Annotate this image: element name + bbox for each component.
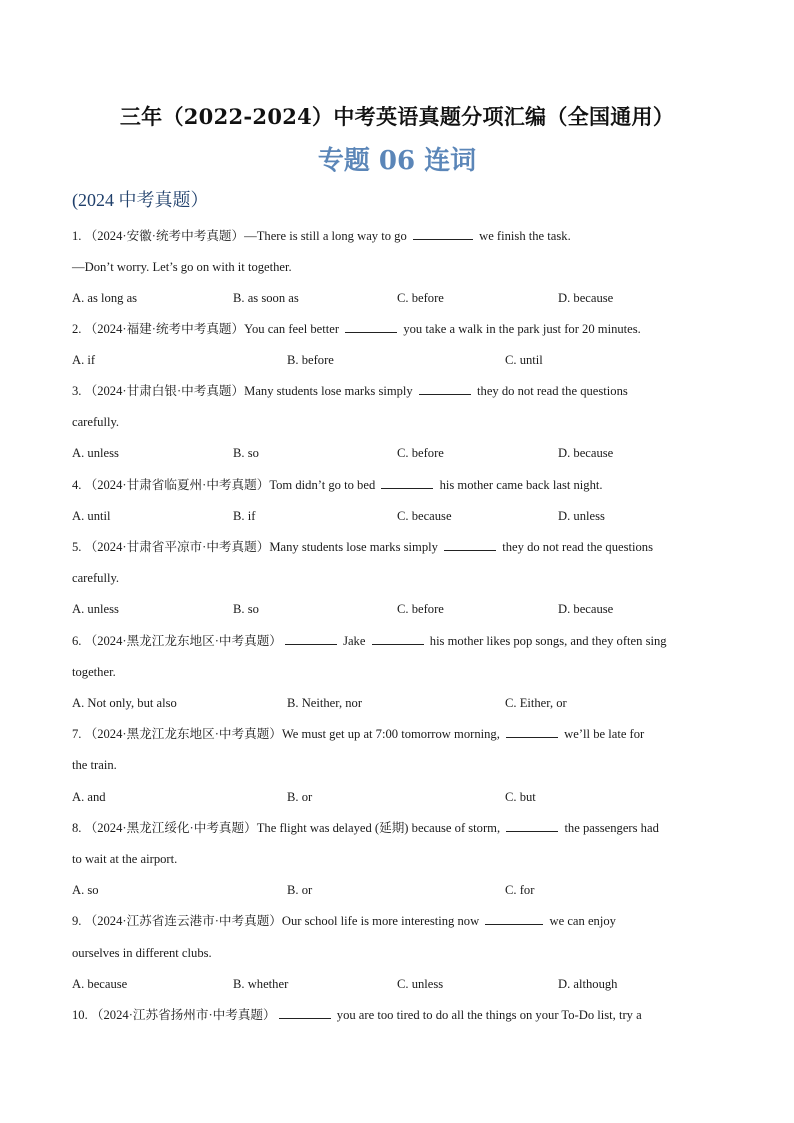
option-d[interactable]: D. although	[558, 977, 618, 991]
answer-blank[interactable]	[485, 913, 543, 925]
question-text: Many students lose marks simply	[269, 540, 438, 554]
question-source: （2024·甘肃白银·中考真题）	[84, 384, 245, 398]
question-source: （2024·安徽·统考中考真题）	[84, 229, 245, 243]
question-number: 1.	[72, 229, 82, 243]
answer-blank[interactable]	[279, 1007, 331, 1019]
question-7	[72, 726, 644, 742]
option-d[interactable]: D. because	[558, 602, 614, 616]
option-a[interactable]: A. unless	[72, 602, 119, 616]
question-1-line2: —Don’t worry. Let’s go on with it together.	[72, 260, 292, 274]
option-c[interactable]: C. unless	[397, 977, 444, 991]
question-source: （2024·福建·统考中考真题）	[84, 322, 245, 336]
question-text: his mother came back last night.	[439, 478, 603, 492]
option-a[interactable]: A. unless	[72, 446, 119, 460]
answer-blank[interactable]	[506, 726, 558, 738]
option-c[interactable]: C. but	[505, 790, 536, 804]
question-text: —There is still a long way to go	[244, 229, 407, 243]
option-c[interactable]: C. until	[505, 353, 543, 367]
question-text: You can feel better	[244, 322, 340, 336]
question-text: Tom didn’t go to bed	[269, 478, 376, 492]
question-number: 9.	[72, 914, 82, 928]
question-text: they do not read the questions	[502, 540, 653, 554]
option-b[interactable]: B. if	[233, 509, 256, 523]
question-8-line2: to wait at the airport.	[72, 852, 178, 866]
question-source: （2024·黑龙江绥化·中考真题）	[84, 821, 257, 835]
question-source: （2024·黑龙江龙东地区·中考真题）	[84, 634, 282, 648]
option-b[interactable]: B. before	[287, 353, 334, 367]
section-heading: (2024 中考真题）	[72, 190, 209, 210]
question-4	[72, 477, 603, 493]
option-b[interactable]: B. or	[287, 790, 313, 804]
option-b[interactable]: B. so	[233, 446, 259, 460]
question-text: Many students lose marks simply	[244, 384, 413, 398]
question-6-line2: together.	[72, 665, 116, 679]
option-a[interactable]: A. until	[72, 509, 111, 523]
option-a[interactable]: A. because	[72, 977, 128, 991]
answer-blank[interactable]	[345, 321, 397, 333]
question-text: we’ll be late for	[564, 727, 645, 741]
question-source: （2024·甘肃省临夏州·中考真题）	[84, 478, 270, 492]
question-text: The flight was delayed (延期) because of storm,	[256, 821, 501, 835]
option-a[interactable]: A. so	[72, 883, 99, 897]
question-text: you are too tired to do all the things on your To-Do list, try a	[336, 1008, 642, 1022]
question-source: （2024·江苏省扬州市·中考真题）	[90, 1008, 276, 1022]
question-text: you take a walk in the park just for 20 minutes.	[403, 322, 641, 336]
option-a[interactable]: A. Not only, but also	[72, 696, 177, 710]
question-source: （2024·黑龙江龙东地区·中考真题）	[84, 727, 282, 741]
question-5-line2: carefully.	[72, 571, 120, 585]
option-b[interactable]: B. so	[233, 602, 259, 616]
question-9-line2: ourselves in different clubs.	[72, 946, 212, 960]
question-text: they do not read the questions	[477, 384, 628, 398]
question-number: 2.	[72, 322, 82, 336]
answer-blank[interactable]	[444, 539, 496, 551]
option-c[interactable]: C. for	[505, 883, 535, 897]
option-b[interactable]: B. whether	[233, 977, 289, 991]
answer-blank[interactable]	[372, 633, 424, 645]
question-5	[72, 539, 653, 555]
question-text: we finish the task.	[479, 229, 571, 243]
question-source: （2024·江苏省连云港市·中考真题）	[84, 914, 282, 928]
option-a[interactable]: A. as long as	[72, 291, 138, 305]
question-1	[72, 228, 571, 244]
answer-blank[interactable]	[419, 383, 471, 395]
option-c[interactable]: C. because	[397, 509, 452, 523]
answer-blank[interactable]	[381, 477, 433, 489]
option-b[interactable]: B. or	[287, 883, 313, 897]
option-d[interactable]: D. because	[558, 291, 614, 305]
question-text: Jake	[343, 634, 366, 648]
question-text: We must get up at 7:00 tomorrow morning,	[281, 727, 500, 741]
question-6	[72, 633, 667, 649]
page-title: 三年（2022-2024）中考英语真题分项汇编（全国通用）	[119, 104, 675, 129]
question-8	[72, 820, 659, 836]
option-c[interactable]: C. before	[397, 602, 444, 616]
topic-title: 专题 06 连词	[317, 146, 477, 176]
question-number: 6.	[72, 634, 82, 648]
question-3	[72, 383, 628, 399]
question-text: Our school life is more interesting now	[281, 914, 480, 928]
question-text: the passengers had	[564, 821, 659, 835]
question-number: 7.	[72, 727, 82, 741]
option-d[interactable]: D. because	[558, 446, 614, 460]
question-number: 8.	[72, 821, 82, 835]
answer-blank[interactable]	[413, 228, 473, 240]
option-b[interactable]: B. Neither, nor	[287, 696, 363, 710]
question-number: 10.	[72, 1008, 88, 1022]
question-2	[72, 321, 641, 337]
option-d[interactable]: D. unless	[558, 509, 605, 523]
option-c[interactable]: C. before	[397, 291, 444, 305]
option-a[interactable]: A. if	[72, 353, 96, 367]
question-source: （2024·甘肃省平凉市·中考真题）	[84, 540, 270, 554]
question-number: 3.	[72, 384, 82, 398]
option-b[interactable]: B. as soon as	[233, 291, 299, 305]
question-3-line2: carefully.	[72, 415, 120, 429]
question-number: 4.	[72, 478, 82, 492]
question-text: his mother likes pop songs, and they often sing	[429, 634, 667, 648]
question-text: we can enjoy	[549, 914, 616, 928]
question-10	[72, 1007, 642, 1023]
option-a[interactable]: A. and	[72, 790, 106, 804]
question-7-line2: the train.	[72, 758, 117, 772]
question-9	[72, 913, 616, 929]
answer-blank[interactable]	[506, 820, 558, 832]
question-number: 5.	[72, 540, 82, 554]
answer-blank[interactable]	[285, 633, 337, 645]
option-c[interactable]: C. before	[397, 446, 444, 460]
option-c[interactable]: C. Either, or	[505, 696, 567, 710]
